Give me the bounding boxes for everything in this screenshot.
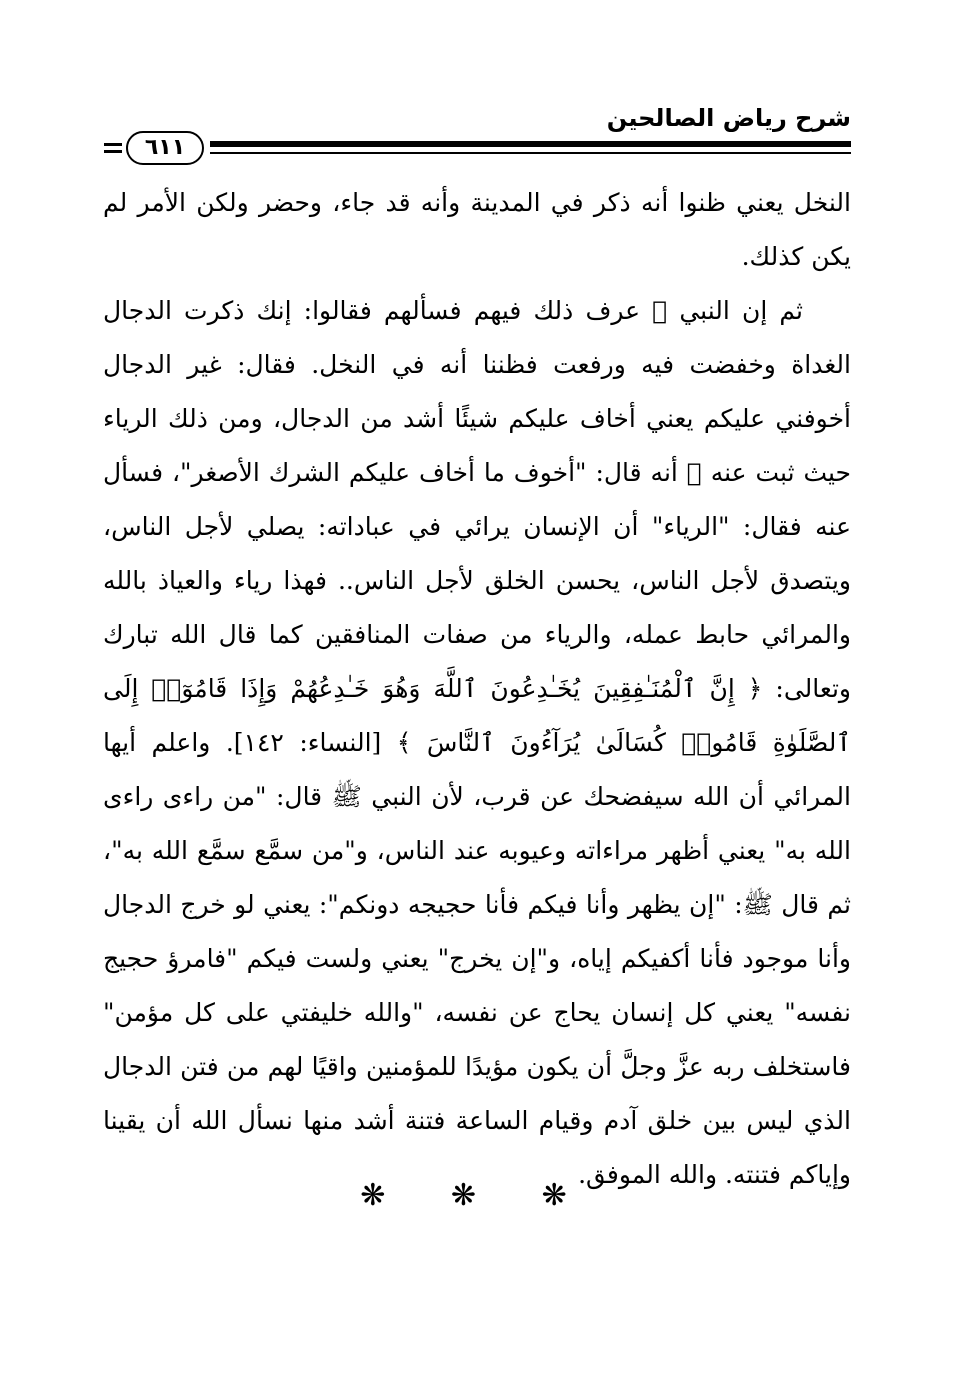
running-title: شرح رياض الصالحين bbox=[606, 104, 851, 132]
header-rule-thick bbox=[210, 141, 851, 147]
paragraph-1: النخل يعني ظنوا أنه ذكر في المدينة وأنه قد جاء، وحضر ولكن الأمر لم يكن كذلك. bbox=[103, 188, 851, 271]
paragraph-2: ثم إن النبي ﷺ عرف ذلك فيهم فسألهم فقالوا: إنك ذكرت الدجال الغداة وخفضت فيه ورفعت فظننا أنه في النخل. فقال: غير الدجال أخوفني عليكم يعني أخاف عليكم شيئًا أشد من الدجال، ومن ذلك الرياء حيث ثبت عنه ﷺ أنه قال: "أخوف ما أخاف عليكم الشرك الأصغر"، فسأل عنه فقال: "الرياء" أن الإنسان يرائي في عباداته: يصلي لأجل الناس، ويتصدق لأجل الناس، يحسن الخلق لأجل الناس.. فهذا رياء والعياذ بالله والمرائي حابط عمله، والرياء من صفات المنافقين كما قال الله تبارك وتعالى: ﴿ إِنَّ ٱلْمُنَـٰفِقِينَ يُخَـٰدِعُونَ ٱللَّهَ وَهُوَ خَـٰدِعُهُمْ وَإِذَا قَامُوٓا۟ إِلَى ٱلصَّلَوٰةِ قَامُوا۟ كُسَالَىٰ يُرَآءُونَ ٱلنَّاسَ ﴾ [النساء: ١٤٢]. واعلم أيها المرائي أن الله سيفضحك عن قرب، لأن النبي ﷺ قال: "من راءى راءى الله به" يعني أظهر مراءاته وعيوبه عند الناس، و"من سمَّع سمَّع الله به"، ثم قال ﷺ: "إن يظهر وأنا فيكم فأنا حجيجه دونكم": يعني لو خرج الدجال وأنا موجود فأنا أكفيكم إياه، و"إن يخرج" يعني ولست فيكم "فامرؤ حجيج نفسه" يعني كل إنسان يحاج عن نفسه، "والله خليفتي على كل مؤمن" فاستخلف ربه عزَّ وجلَّ أن يكون مؤيدًا للمؤمنين واقيًا لهم من فتن الدجال الذي ليس بين خلق آدم وقيام الساعة فتنة أشد منها نسأل الله أن يقينا وإياكم فتنته. والله الموفق. bbox=[103, 296, 851, 1189]
dash-mark bbox=[104, 143, 122, 146]
dash-mark bbox=[104, 150, 122, 153]
section-separator: ❋ ❋ ❋ bbox=[360, 1178, 595, 1213]
header-rule-thin bbox=[210, 152, 851, 154]
page-number: ٦١١ bbox=[126, 131, 204, 165]
body-text bbox=[103, 176, 851, 1202]
header-dash-marks bbox=[104, 143, 122, 157]
